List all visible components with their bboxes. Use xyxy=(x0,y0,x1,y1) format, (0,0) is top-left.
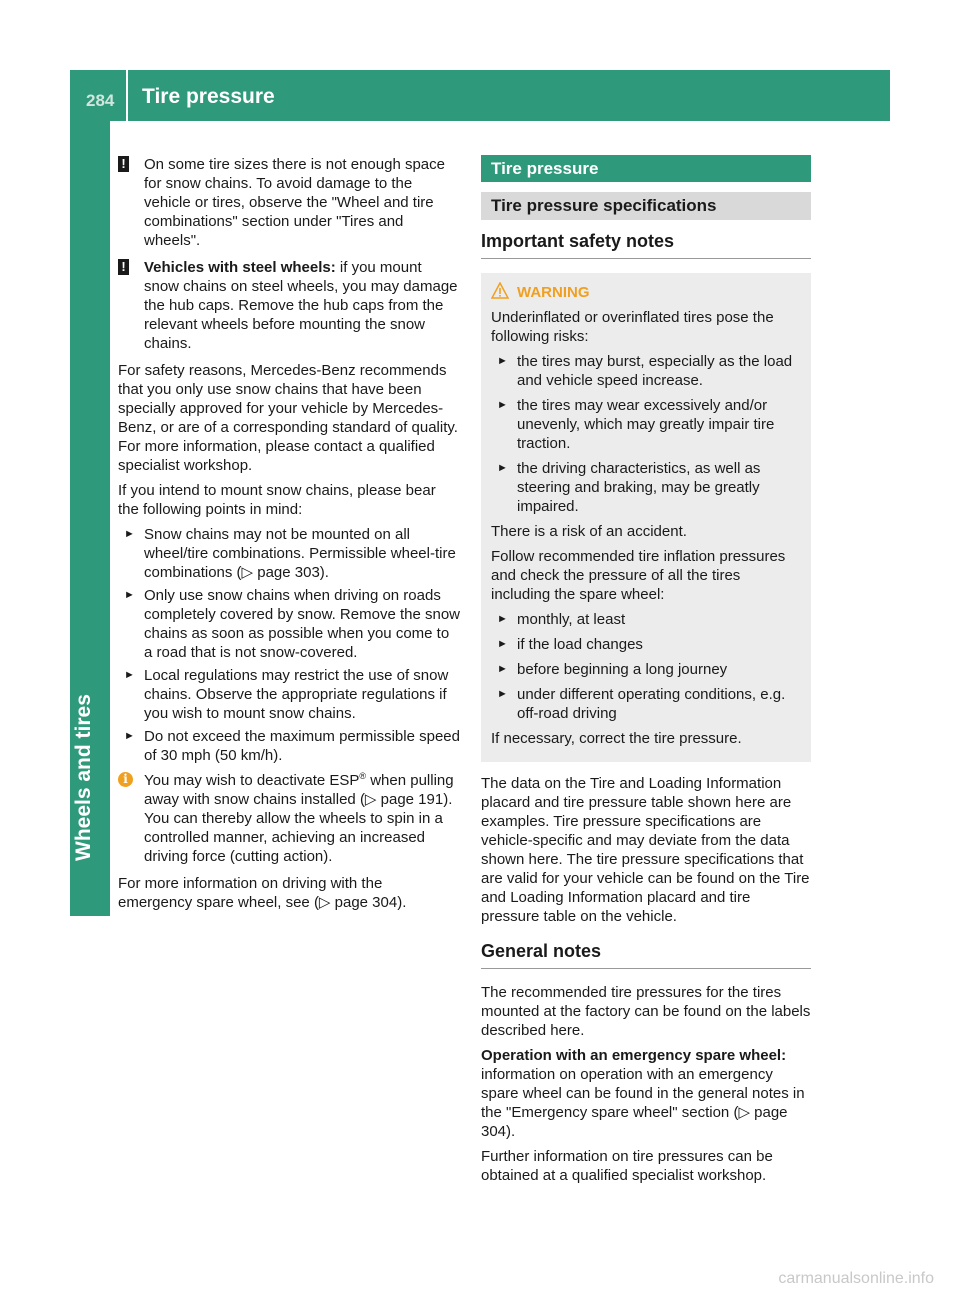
subsection-title: Tire pressure specifications xyxy=(481,192,811,220)
warning-box xyxy=(481,273,811,762)
paragraph: If you intend to mount snow chains, please bear the following points in mind: xyxy=(118,482,436,518)
paragraph: For more information on driving with the emergency spare wheel, see (▷ page 304). xyxy=(118,875,407,911)
caution-note-text: if you mount snow chains on steel wheels, you may damage the hub caps. Remove the hub caps from the relevant wheels before mounting the snow chains. xyxy=(144,259,458,352)
warning-title: WARNING xyxy=(491,283,801,302)
list-item: ► Snow chains may not be mounted on all wheel/tire combinations. Permissible wheel-tire combinations (▷ page 303). xyxy=(124,526,456,581)
list-item: ► before beginning a long journey xyxy=(497,661,728,678)
list-item: ► the tires may burst, especially as the load and vehicle speed increase. xyxy=(497,353,793,389)
caution-note-lead: Vehicles with steel wheels: xyxy=(144,259,336,276)
left-column xyxy=(118,155,460,918)
risk-list xyxy=(491,352,801,516)
bullet-icon: ► xyxy=(497,688,508,700)
bullet-icon: ► xyxy=(124,528,135,540)
info-icon: i xyxy=(118,772,133,787)
right-column xyxy=(481,155,811,1191)
list-item: ► if the load changes xyxy=(497,636,643,653)
paragraph: Further information on tire pressures can be obtained at a qualified specialist workshop. xyxy=(481,1148,773,1184)
bullet-icon: ► xyxy=(497,638,508,650)
caution-note xyxy=(118,258,460,353)
bullet-icon: ► xyxy=(497,355,508,367)
list-item: ► the driving characteristics, as well as steering and braking, may be greatly impaired. xyxy=(497,460,761,515)
heading-safety-notes: Important safety notes xyxy=(481,232,811,259)
page-number: 284 xyxy=(86,91,115,110)
bullet-icon: ► xyxy=(497,663,508,675)
page-title: Tire pressure xyxy=(142,85,275,108)
list-item: ► Only use snow chains when driving on roads completely covered by snow. Remove the snow chains as soon as possible when you come to a road that is not snow-covered. xyxy=(124,587,460,661)
exclamation-icon: ! xyxy=(118,156,129,172)
bullet-icon: ► xyxy=(124,589,135,601)
exclamation-icon: ! xyxy=(118,259,129,275)
list-item: ► the tires may wear excessively and/or unevenly, which may greatly impair tire traction. xyxy=(497,397,775,452)
warning-triangle-icon xyxy=(491,282,509,300)
page-header xyxy=(70,70,890,121)
header-divider xyxy=(126,70,128,121)
warning-risk-line: There is a risk of an accident. xyxy=(491,523,687,540)
bullet-icon: ► xyxy=(124,669,135,681)
check-list xyxy=(491,610,801,723)
warning-follow: Follow recommended tire inflation pressures and check the pressure of all the tires including the spare wheel: xyxy=(491,548,786,603)
paragraph: Operation with an emergency spare wheel: information on operation with an emergency spare wheel can be found in the general notes in the "Emergency spare wheel" section (▷ page 304). xyxy=(481,1047,805,1140)
bullet-icon: ► xyxy=(124,730,135,742)
watermark: carmanualsonline.info xyxy=(778,1270,934,1287)
info-note: i You may wish to deactivate ESP® when pulling away with snow chains installed (▷ page 191). You can thereby allow the wheels to spin in a controlled manner, achieving an increased driving force (cutting action). xyxy=(118,771,460,866)
warning-intro: Underinflated or overinflated tires pose the following risks: xyxy=(491,309,774,345)
paragraph: The data on the Tire and Loading Information placard and tire pressure table shown here are examples. Tire pressure specifications are vehicle-specific and may deviate from the data shown here. The tire pressure specifications that are valid for your vehicle can be found on the Tire and Loading Information placard and tire pressure table on the vehicle. xyxy=(481,775,810,925)
list-item: ► Local regulations may restrict the use of snow chains. Observe the appropriate regulations if you wish to mount snow chains. xyxy=(124,667,449,722)
paragraph: For safety reasons, Mercedes-Benz recommends that you only use snow chains that have been specially approved for your vehicle by Mercedes-Benz, or are of a corresponding standard of quality. For more information, please contact a qualified specialist workshop. xyxy=(118,362,458,474)
list-item: ► monthly, at least xyxy=(497,611,626,628)
list-item: ► Do not exceed the maximum permissible speed of 30 mph (50 km/h). xyxy=(124,728,460,764)
caution-note xyxy=(118,155,460,250)
bullet-list xyxy=(118,525,460,765)
chapter-tab: Wheels and tires xyxy=(70,121,110,916)
caution-note-text: On some tire sizes there is not enough space for snow chains. To avoid damage to the vehicle or tires, observe the "Wheel and tire combinations" section under "Tires and wheels". xyxy=(144,156,445,249)
bullet-icon: ► xyxy=(497,462,508,474)
warning-closing: If necessary, correct the tire pressure. xyxy=(491,730,742,747)
bullet-icon: ► xyxy=(497,613,508,625)
list-item: ► under different operating conditions, e.g. off-road driving xyxy=(497,686,786,722)
paragraph: The recommended tire pressures for the tires mounted at the factory can be found on the labels described here. xyxy=(481,984,811,1039)
section-title: Tire pressure xyxy=(481,155,811,182)
heading-general-notes: General notes xyxy=(481,942,811,969)
bullet-icon: ► xyxy=(497,399,508,411)
